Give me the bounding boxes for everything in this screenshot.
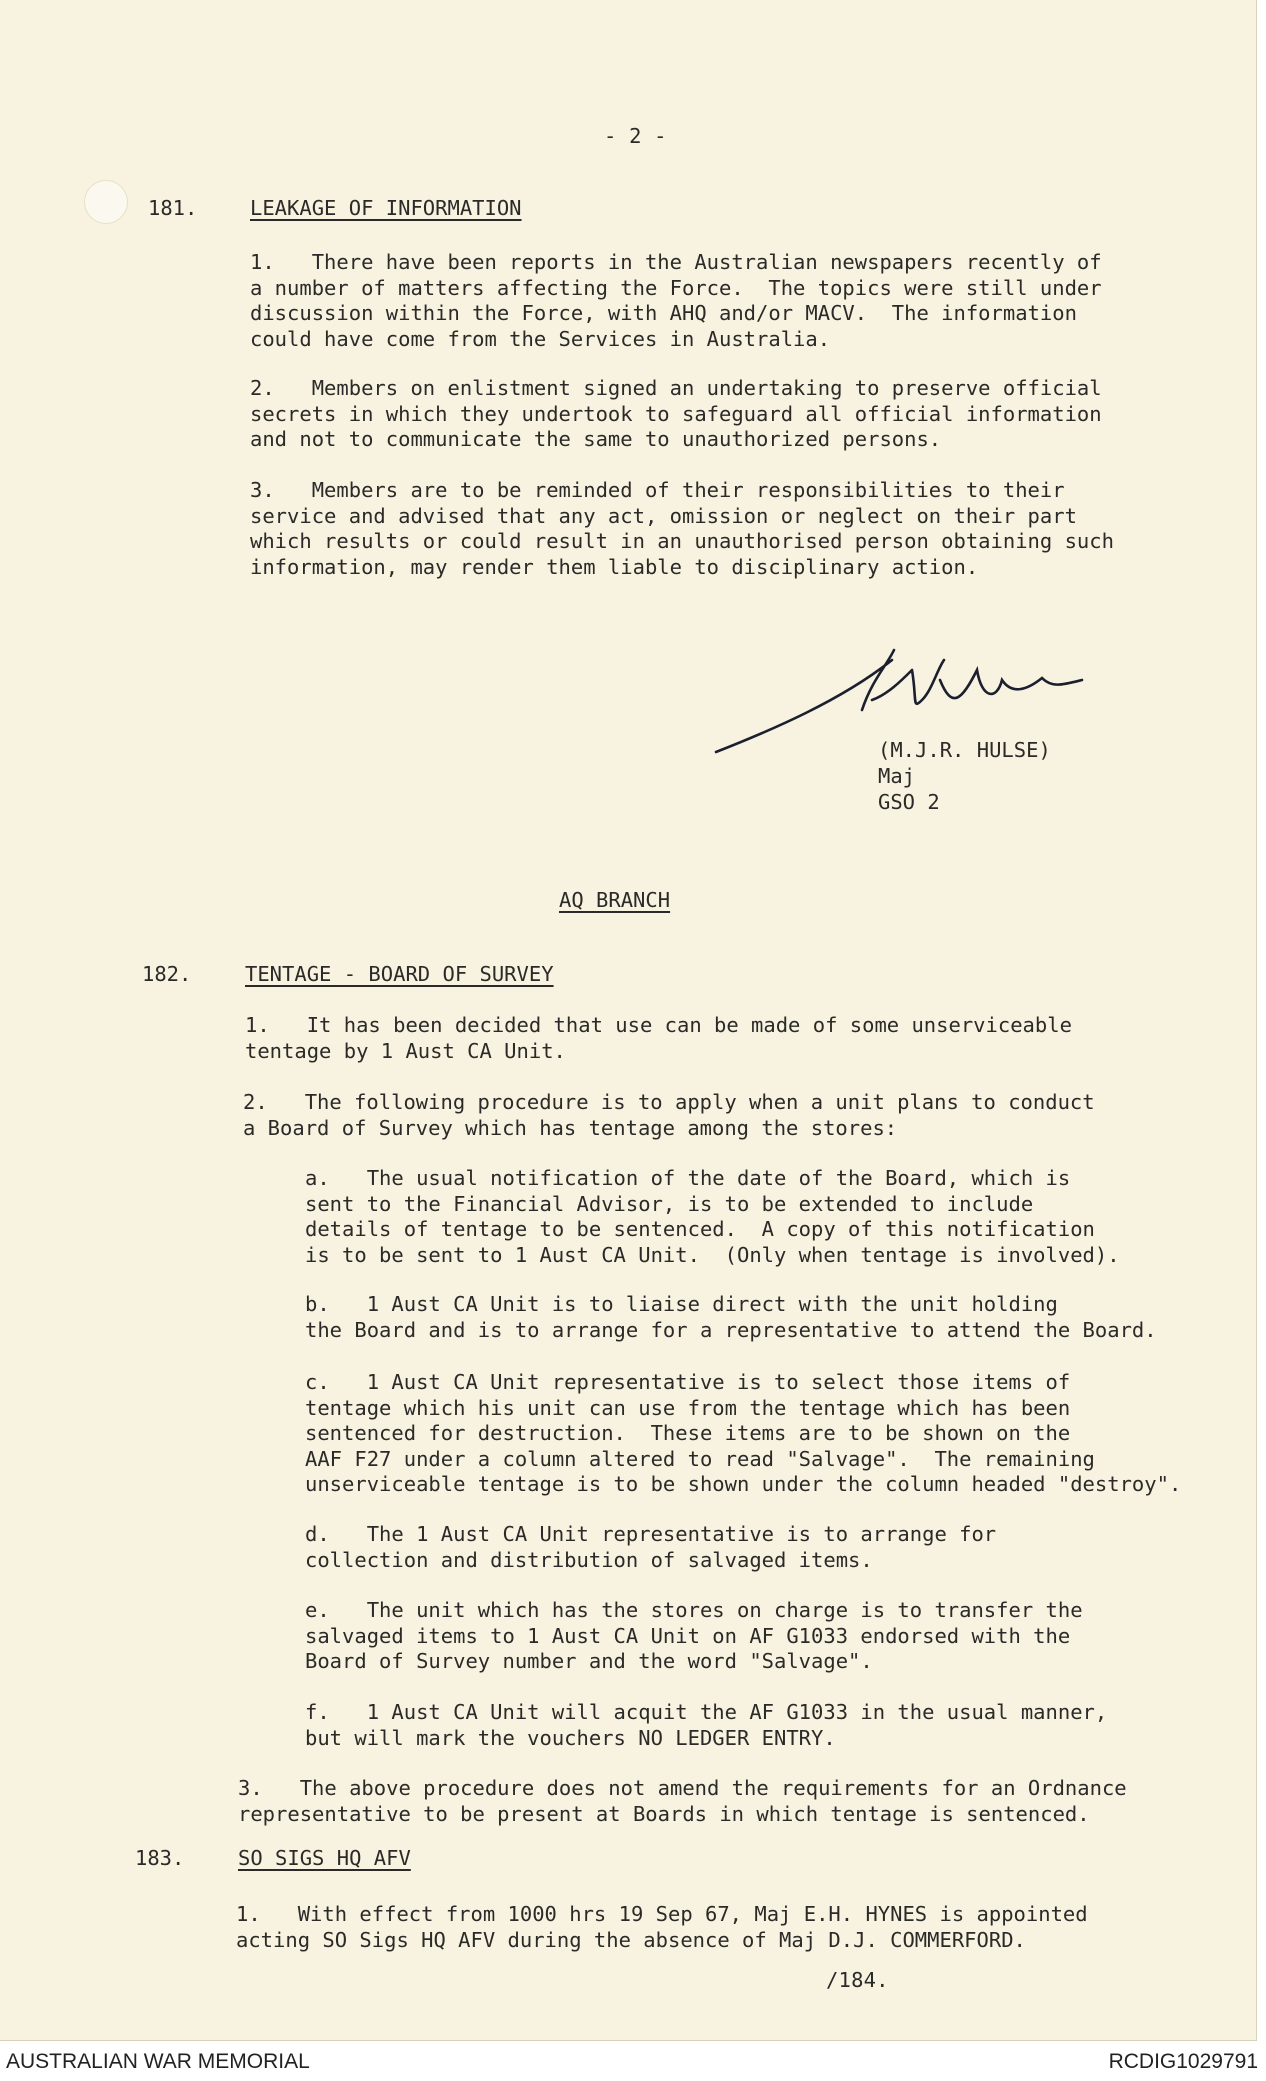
continuation-marker: /184.	[826, 1968, 889, 1992]
list-item-a: a. The usual notification of the date of the Board, which is sent to the Financial Advisor, is to be extended to include details of tentage to be sentenced. A copy of this notification is to be sent to 1 Aust CA Unit. (Only when tentage is involved).	[305, 1166, 1120, 1267]
punch-hole	[84, 180, 128, 224]
section-heading-182: TENTAGE - BOARD OF SURVEY	[245, 962, 554, 986]
signatory-name: (M.J.R. HULSE)	[878, 738, 1051, 762]
signatory-appointment: GSO 2	[878, 790, 940, 814]
section-number-181: 181.	[148, 196, 198, 220]
paragraph-181-1: 1. There have been reports in the Australian newspapers recently of a number of matters affecting the Force. The topics were still under discussion within the Force, with AHQ and/or MACV. The information could have come from the Services in Australia.	[250, 250, 1102, 351]
signatory-rank: Maj	[878, 764, 916, 788]
list-item-e: e. The unit which has the stores on charge is to transfer the salvaged items to 1 Aust CA Unit on AF G1033 endorsed with the Board of Survey number and the word "Salvage".	[305, 1598, 1083, 1673]
section-heading-183: SO SIGS HQ AFV	[238, 1846, 411, 1870]
paragraph-183-1: 1. With effect from 1000 hrs 19 Sep 67, Maj E.H. HYNES is appointed acting SO Sigs HQ AFV during the absence of Maj D.J. COMMERFORD.	[236, 1902, 1088, 1952]
paragraph-182-3: 3. The above procedure does not amend the requirements for an Ordnance representative to be present at Boards in which tentage is sentenced.	[238, 1776, 1127, 1826]
footer-institution: AUSTRALIAN WAR MEMORIAL	[6, 2050, 310, 2073]
list-item-b: b. 1 Aust CA Unit is to liaise direct with the unit holding the Board and is to arrange for a representative to attend the Board.	[305, 1292, 1157, 1342]
list-item-f: f. 1 Aust CA Unit will acquit the AF G1033 in the usual manner, but will mark the vouchers NO LEDGER ENTRY.	[305, 1700, 1108, 1750]
paragraph-181-2: 2. Members on enlistment signed an undertaking to preserve official secrets in which they undertook to safeguard all official information and not to communicate the same to unauthorized persons.	[250, 376, 1102, 451]
section-number-183: 183.	[135, 1846, 185, 1870]
list-item-c: c. 1 Aust CA Unit representative is to select those items of tentage which his unit can use from the tentage which has been sentenced for destruction. These items are to be shown on the AAF F27 under a column altered to read "Salvage". The remaining unserviceable tentage is to be shown under the column headed "destroy".	[305, 1370, 1182, 1496]
paragraph-182-1: 1. It has been decided that use can be made of some unserviceable tentage by 1 Aust CA Unit.	[245, 1013, 1072, 1063]
paragraph-182-2: 2. The following procedure is to apply when a unit plans to conduct a Board of Survey which has tentage among the stores:	[243, 1090, 1095, 1140]
page-number: - 2 -	[604, 124, 667, 148]
list-item-d: d. The 1 Aust CA Unit representative is to arrange for collection and distribution of salvaged items.	[305, 1522, 997, 1572]
branch-heading: AQ BRANCH	[559, 888, 671, 912]
paragraph-181-3: 3. Members are to be reminded of their responsibilities to their service and advised that any act, omission or neglect on their part which results or could result in an unauthorised person obtaining such information, may render them liable to disciplinary action.	[250, 478, 1114, 579]
signature-block	[878, 737, 1051, 815]
section-heading-181: LEAKAGE OF INFORMATION	[250, 196, 522, 220]
footer-record-id: RCDIG1029791	[1108, 2050, 1258, 2073]
section-number-182: 182.	[142, 962, 192, 986]
